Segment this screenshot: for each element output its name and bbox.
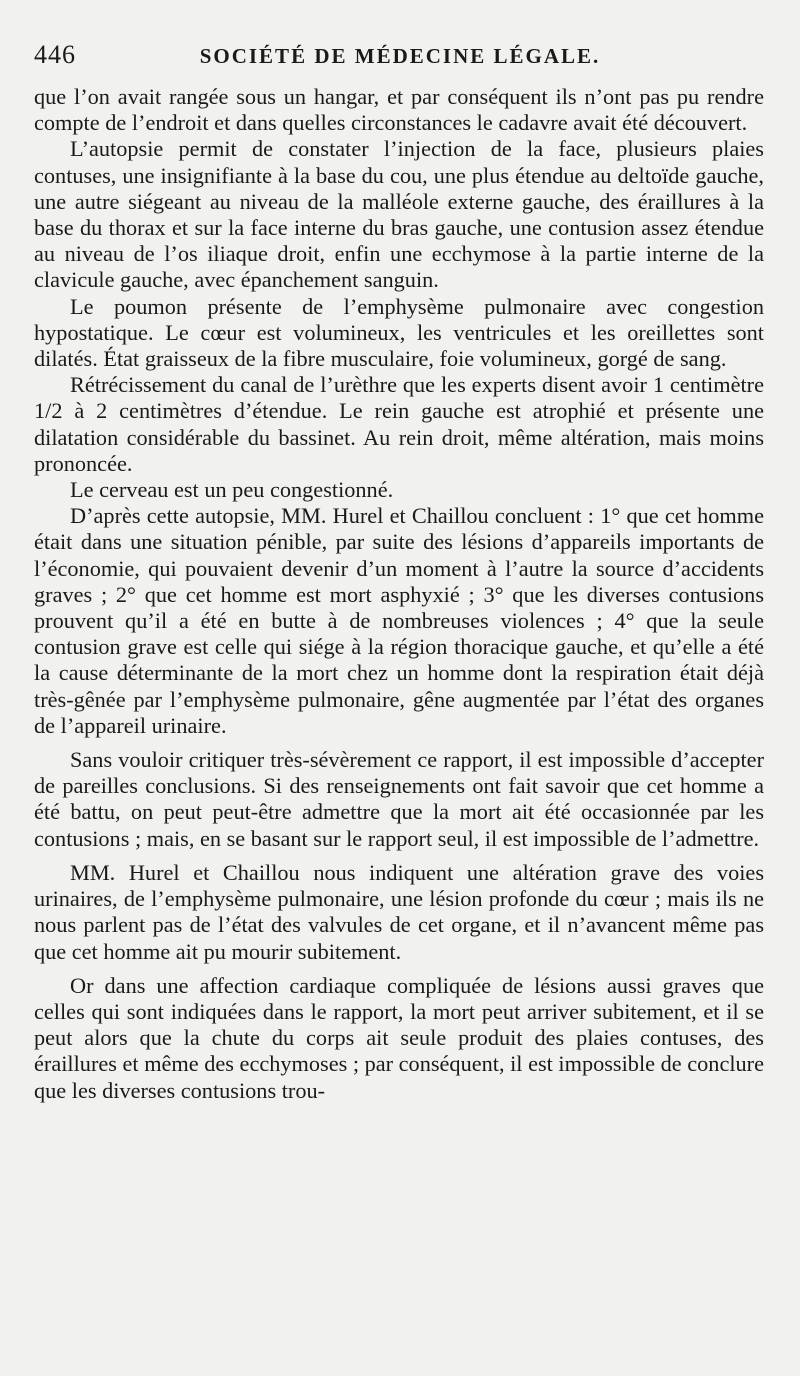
- page-number: 446: [34, 40, 76, 69]
- running-head: SOCIÉTÉ DE MÉDECINE LÉGALE.: [199, 44, 601, 68]
- paragraph-8: MM. Hurel et Chaillou nous indiquent une altération grave des voies urinaires, de l’emphysème pulmonaire, une lésion profonde du cœur ; mais ils ne nous parlent pas de l’état des valvules de cet organe, et il n’avancent même pas que cet homme ait pu mourir subitement.: [34, 859, 764, 964]
- paragraph-6: D’après cette autopsie, MM. Hurel et Chaillou concluent : 1° que cet homme était dans une situation pénible, par suite des lésions d’appareils importants de l’économie, qui pouvaient devenir d’un moment à l’autre la source d’accidents graves ; 2° que cet homme est mort asphyxié ; 3° que les diverses contusions prouvent qu’il a été en butte à de nombreuses violences ; 4° que la seule contusion grave est celle qui siége à la région thoracique gauche, et qu’elle a été la cause déterminante de la mort chez un homme dont la respiration était déjà très-gênée par l’emphysème pulmonaire, gêne augmentée par l’état des organes de l’appareil urinaire.: [34, 503, 764, 738]
- page-header: [34, 40, 766, 80]
- paragraph-1: que l’on avait rangée sous un hangar, et par conséquent ils n’ont pas pu rendre compte de l’endroit et dans quelles circonstances le cadavre avait été découvert.: [34, 84, 764, 136]
- paragraph-9: Or dans une affection cardiaque compliquée de lésions aussi graves que celles qui sont indiquées dans le rapport, la mort peut arriver subitement, et il se peut alors que la chute du corps ait seule produit des plaies contuses, des éraillures et même des ecchymoses ; par conséquent, il est impossible de conclure que les diverses contusions trou-: [34, 972, 764, 1103]
- paragraph-2: L’autopsie permit de constater l’injection de la face, plusieurs plaies contuses, une insignifiante à la base du cou, une plus étendue au deltoïde gauche, une autre siégeant au niveau de la malléole externe gauche, des éraillures à la base du thorax et sur la face interne du bras gauche, une contusion assez étendue au niveau de l’os iliaque droit, enfin une ecchymose à la partie interne de la clavicule gauche, avec épanchement sanguin.: [34, 136, 764, 293]
- paragraph-5: Le cerveau est un peu congestionné.: [70, 477, 394, 503]
- paragraph-7: Sans vouloir critiquer très-sévèrement ce rapport, il est impossible d’accepter de pareilles conclusions. Si des renseignements ont fait savoir que cet homme a été battu, on peut peut-être admettre que la mort ait été occasionnée par les contusions ; mais, en se basant sur le rapport seul, il est impossible de l’admettre.: [34, 747, 764, 851]
- paragraph-3: Le poumon présente de l’emphysème pulmonaire avec congestion hypostatique. Le cœur est volumineux, les ventricules et les oreillettes sont dilatés. État graisseux de la fibre musculaire, foie volumineux, gorgé de sang.: [34, 293, 764, 372]
- paragraph-4: Rétrécissement du canal de l’urèthre que les experts disent avoir 1 centimètre 1/2 à 2 centimètres d’étendue. Le rein gauche est atrophié et présente une dilatation considérable du bassinet. Au rein droit, même altération, mais moins prononcée.: [34, 372, 764, 476]
- body-text: [34, 84, 764, 1104]
